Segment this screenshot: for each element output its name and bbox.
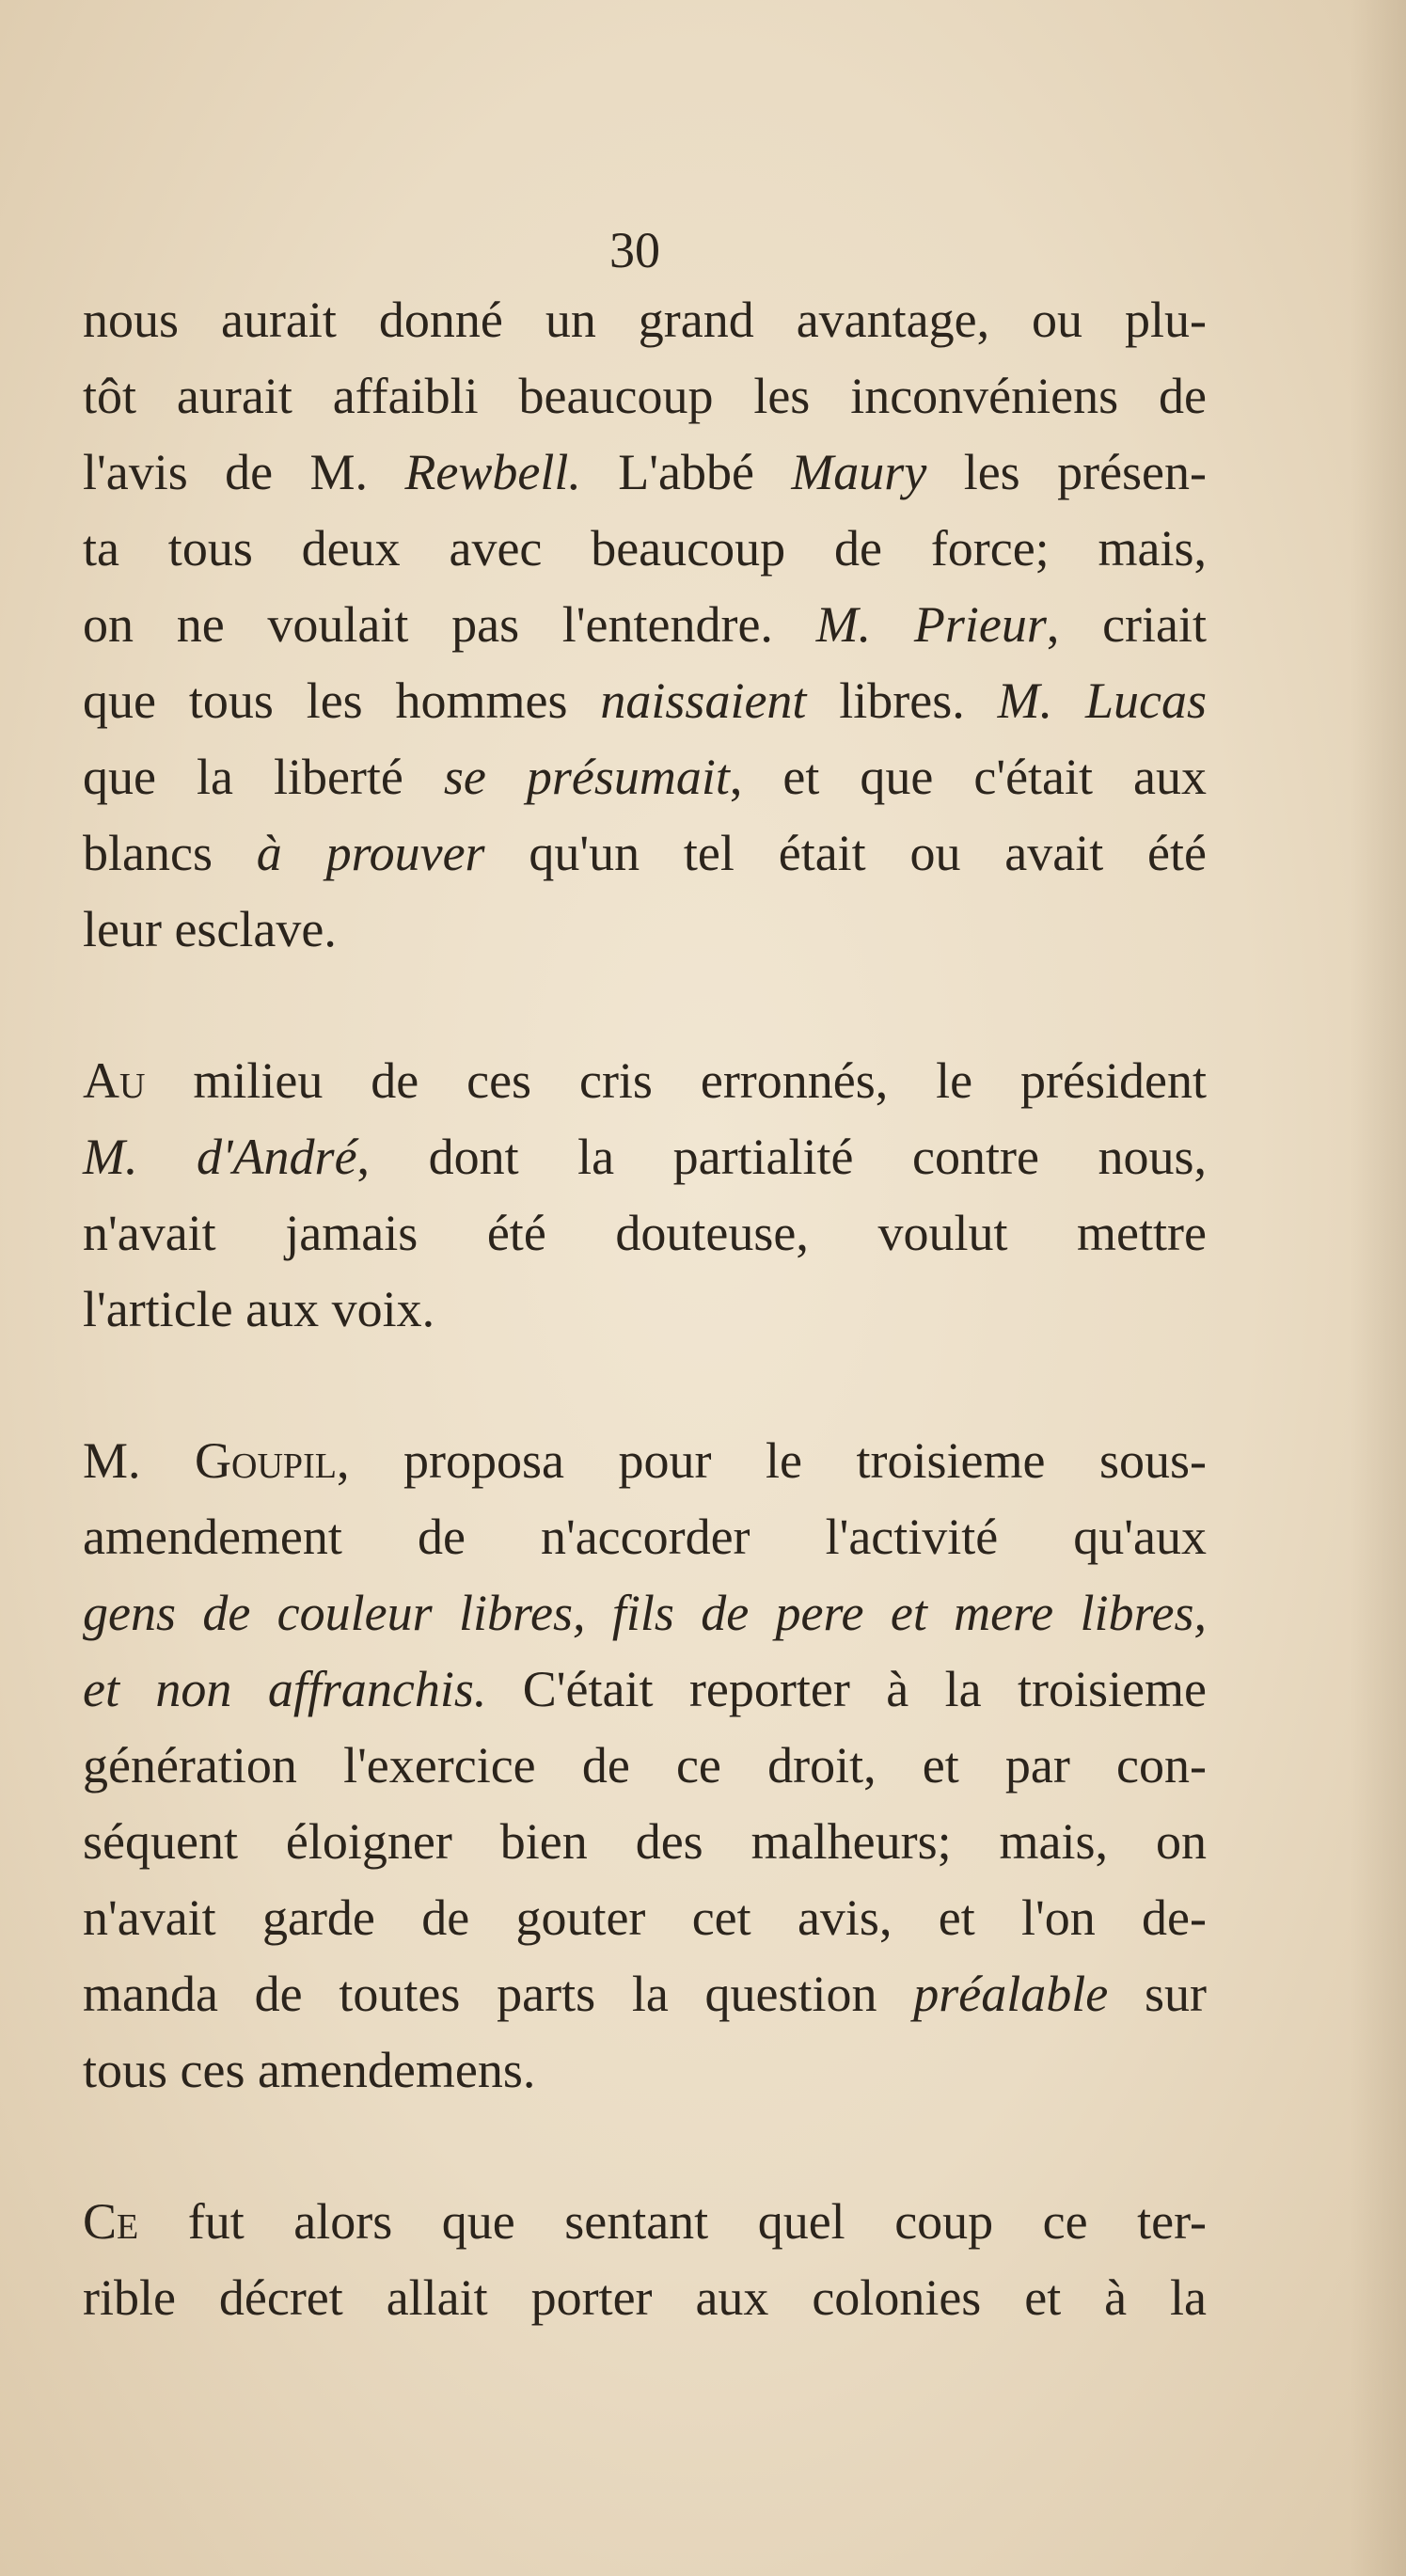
text-segment: manda de toutes parts la question [83,1966,914,2022]
text-segment: l'avis de M. [83,444,405,500]
text-segment: séquent éloigner bien des malheurs; mais, on [83,1813,1207,1870]
text-line [83,1499,1207,1575]
text-segment: , et que c'était aux [729,749,1207,805]
text-line [83,892,1207,968]
text-segment: qu'un tel était ou avait été [484,825,1207,881]
text-line [83,2260,1207,2336]
text-segment: C'était reporter à la troisieme [486,1661,1207,1717]
text-line [83,815,1207,892]
text-line [83,1956,1207,2032]
text-segment: nous aurait donné un grand avantage, ou plu- [83,292,1207,348]
text-line [83,511,1207,587]
text-line [83,663,1207,739]
text-line [83,358,1207,435]
text-line [83,2184,1207,2260]
text-line [83,587,1207,663]
body-text [83,282,1207,2336]
text-line [83,1804,1207,1880]
text-segment: , proposa pour le troisieme sous- [336,1432,1207,1489]
italic-text: naissaient [600,672,807,729]
italic-text: et non affranchis. [83,1661,487,1717]
text-segment: l'article aux voix. [83,1281,435,1337]
text-line [83,1043,1207,1119]
text-line [83,1575,1207,1651]
page-number: 30 [609,222,660,278]
italic-text: M. Lucas [997,672,1207,729]
text-segment: milieu de ces cris erronnés, le président [145,1052,1207,1109]
italic-text: préalable [913,1966,1109,2022]
text-line [83,1651,1207,1728]
text-line [83,2032,1207,2109]
text-segment: fut alors que sentant quel coup ce ter- [138,2193,1207,2250]
text-segment: que la liberté [83,749,444,805]
text-segment: L'abbé [580,444,792,500]
text-line [83,1119,1207,1195]
text-segment: sur [1108,1966,1207,2022]
text-segment: tous ces amendemens. [83,2042,536,2098]
text-line [83,1272,1207,1348]
text-segment: génération l'exercice de ce droit, et par con- [83,1737,1207,1794]
text-segment: n'avait garde de gouter cet avis, et l'on de- [83,1889,1207,1946]
italic-text: gens de couleur libres, fils de pere et mere libres, [83,1585,1207,1641]
text-line [83,1880,1207,1956]
text-line [83,1728,1207,1804]
text-segment: , dont la partialité contre nous, [356,1129,1207,1185]
italic-text: M. Prieur [815,596,1047,653]
paragraph-gap [83,968,1207,1043]
text-line [83,1195,1207,1272]
italic-text: à prouver [256,825,485,881]
text-segment: n'avait jamais été douteuse, voulut mettre [83,1205,1207,1261]
text-segment: on ne voulait pas l'entendre. [83,596,816,653]
italic-text: Rewbell. [404,444,581,500]
text-segment: les présen- [926,444,1208,500]
text-line [83,1423,1207,1499]
text-segment: ta tous deux avec beaucoup de force; mais, [83,520,1207,577]
text-segment: , criait [1046,596,1207,653]
text-line [83,739,1207,815]
text-segment: amendement de n'accorder l'activité qu'aux [83,1509,1207,1565]
paragraph-gap [83,2109,1207,2184]
text-segment: rible décret allait porter aux colonies et à la [83,2269,1207,2326]
text-line [83,435,1207,511]
small-caps-text: Au [83,1052,146,1109]
small-caps-text: Ce [83,2193,139,2250]
text-line [83,282,1207,358]
italic-text: Maury [791,444,927,500]
text-segment: libres. [806,672,998,729]
italic-text: M. d'André [83,1129,357,1185]
paragraph-gap [83,1348,1207,1423]
text-segment: blancs [83,825,257,881]
italic-text: se présumait [443,749,730,805]
text-segment: tôt aurait affaibli beaucoup les inconvéniens de [83,368,1207,424]
small-caps-text: M. Goupil [83,1432,337,1489]
text-segment: que tous les hommes [83,672,601,729]
text-segment: leur esclave. [83,901,337,957]
